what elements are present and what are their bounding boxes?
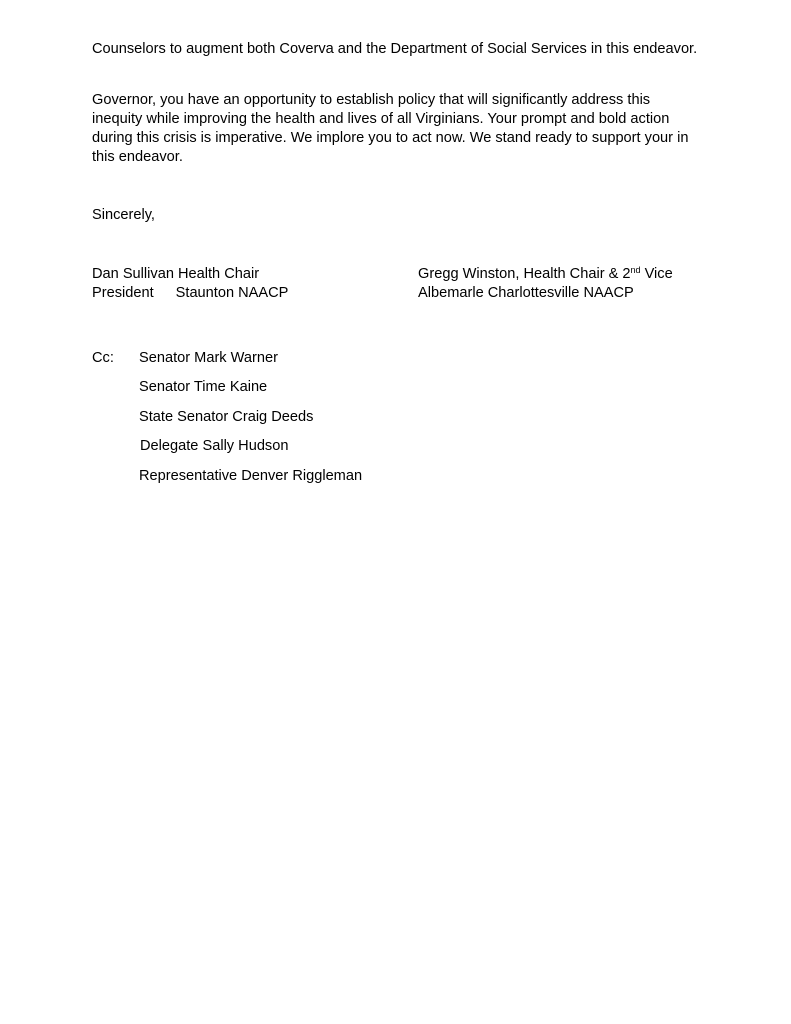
- signature-left-line2: [92, 284, 288, 303]
- signature-left-org: Staunton NAACP: [175, 285, 289, 301]
- cc-recipient: Senator Mark Warner: [139, 350, 278, 366]
- cc-label: Cc:: [92, 350, 114, 366]
- signature-right-line1: [418, 265, 673, 284]
- signature-block-right: [418, 265, 673, 303]
- body-paragraph-1: Counselors to augment both Coverva and the Department of Social Services in this endeavor.: [92, 41, 698, 57]
- signature-right-title-end: Vice: [640, 266, 673, 282]
- signature-block-left: [92, 265, 288, 303]
- signature-right-line2: Albemarle Charlottesville NAACP: [418, 285, 634, 301]
- signature-right-superscript: nd: [630, 265, 641, 275]
- signature-left-title: President: [92, 285, 154, 301]
- signature-left-line1: Dan Sullivan Health Chair: [92, 266, 260, 282]
- cc-recipient: Senator Time Kaine: [139, 379, 268, 395]
- cc-recipient: Representative Denver Riggleman: [139, 468, 363, 484]
- signature-right-title: Gregg Winston, Health Chair & 2: [418, 266, 631, 282]
- cc-recipient: State Senator Craig Deeds: [139, 409, 314, 425]
- cc-recipient: Delegate Sally Hudson: [140, 438, 289, 454]
- body-paragraph-2: Governor, you have an opportunity to establish policy that will significantly address this inequity while improving the health and lives of all Virginians. Your prompt and bold action during this crisis is imperative. We implore you to act now. We stand ready to support your in this endeavor.: [92, 92, 689, 165]
- closing-salutation: Sincerely,: [92, 207, 155, 223]
